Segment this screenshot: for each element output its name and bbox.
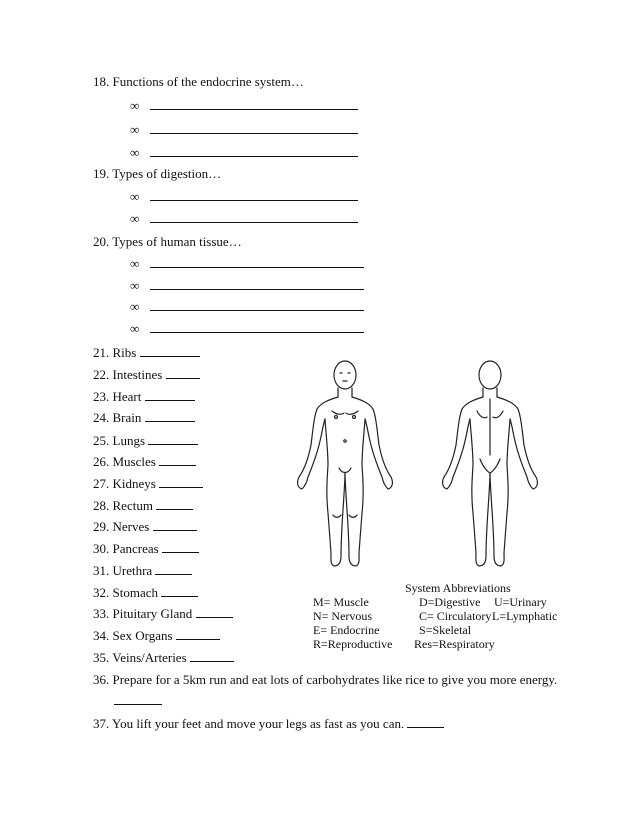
question-21: 21. Ribs xyxy=(93,345,200,361)
question-29: 29. Nerves xyxy=(93,519,197,535)
question-31: 31. Urethra xyxy=(93,563,192,579)
question-37: 37. You lift your feet and move your legs as fast as you can. xyxy=(93,716,444,732)
answer-line[interactable]: ∞ xyxy=(130,256,364,272)
answer-line[interactable]: ∞ xyxy=(130,145,358,161)
blank-line[interactable] xyxy=(150,278,364,290)
legend-reproductive: R=Reproductive xyxy=(313,637,393,651)
question-36: 36. Prepare for a 5km run and eat lots of carbohydrates like rice to give you more energy. xyxy=(93,672,558,687)
legend-circulatory: C= Circulatory xyxy=(419,609,492,623)
blank-line[interactable] xyxy=(190,650,234,662)
blank-line[interactable] xyxy=(150,256,364,268)
legend-muscle: M= Muscle xyxy=(313,595,369,609)
question-22: 22. Intestines xyxy=(93,367,200,383)
blank-line[interactable] xyxy=(166,367,200,379)
answer-line[interactable]: ∞ xyxy=(130,278,364,294)
blank-line[interactable] xyxy=(150,299,364,311)
blank-line[interactable] xyxy=(145,410,195,422)
answer-line[interactable]: ∞ xyxy=(130,98,358,114)
blank-line[interactable] xyxy=(161,585,198,597)
blank-line[interactable] xyxy=(159,476,203,488)
answer-line[interactable] xyxy=(114,693,162,709)
question-24: 24. Brain xyxy=(93,410,195,426)
blank-line[interactable] xyxy=(176,628,220,640)
question-23: 23. Heart xyxy=(93,389,195,405)
question-18: 18. Functions of the endocrine system… xyxy=(93,74,304,89)
answer-line[interactable]: ∞ xyxy=(130,122,358,138)
legend-urinary: U=Urinary xyxy=(494,595,547,609)
blank-line[interactable] xyxy=(156,498,193,510)
question-28: 28. Rectum xyxy=(93,498,193,514)
blank-line[interactable] xyxy=(162,541,199,553)
front-body-figure xyxy=(298,361,393,566)
question-26: 26. Muscles xyxy=(93,454,196,470)
question-34: 34. Sex Organs xyxy=(93,628,220,644)
blank-line[interactable] xyxy=(150,211,358,223)
answer-line[interactable]: ∞ xyxy=(130,189,358,205)
blank-line[interactable] xyxy=(155,563,192,575)
blank-line[interactable] xyxy=(407,716,444,728)
answer-line[interactable]: ∞ xyxy=(130,211,358,227)
blank-line[interactable] xyxy=(114,693,162,705)
back-body-figure xyxy=(443,361,538,566)
question-32: 32. Stomach xyxy=(93,585,198,601)
question-27: 27. Kidneys xyxy=(93,476,203,492)
answer-line[interactable]: ∞ xyxy=(130,321,364,337)
question-19: 19. Types of digestion… xyxy=(93,166,222,181)
legend-respiratory: Res=Respiratory xyxy=(414,637,495,651)
blank-line[interactable] xyxy=(150,321,364,333)
legend-lymphatic: L=Lymphatic xyxy=(492,609,558,623)
legend-endocrine: E= Endocrine xyxy=(313,623,380,637)
blank-line[interactable] xyxy=(145,389,195,401)
blank-line[interactable] xyxy=(153,519,197,531)
blank-line[interactable] xyxy=(150,189,358,201)
blank-line[interactable] xyxy=(159,454,196,466)
question-20: 20. Types of human tissue… xyxy=(93,234,242,249)
blank-line[interactable] xyxy=(150,98,358,110)
human-body-figures xyxy=(290,355,570,580)
question-25: 25. Lungs xyxy=(93,433,198,449)
legend-nervous: N= Nervous xyxy=(313,609,373,623)
question-33: 33. Pituitary Gland xyxy=(93,606,233,622)
legend-title: System Abbreviations xyxy=(405,581,511,595)
blank-line[interactable] xyxy=(140,345,200,357)
blank-line[interactable] xyxy=(196,606,233,618)
legend-digestive: D=Digestive xyxy=(419,595,481,609)
legend-skeletal: S=Skeletal xyxy=(419,623,472,637)
question-30: 30. Pancreas xyxy=(93,541,199,557)
answer-line[interactable]: ∞ xyxy=(130,299,364,315)
question-35: 35. Veins/Arteries xyxy=(93,650,234,666)
blank-line[interactable] xyxy=(150,145,358,157)
blank-line[interactable] xyxy=(148,433,198,445)
blank-line[interactable] xyxy=(150,122,358,134)
